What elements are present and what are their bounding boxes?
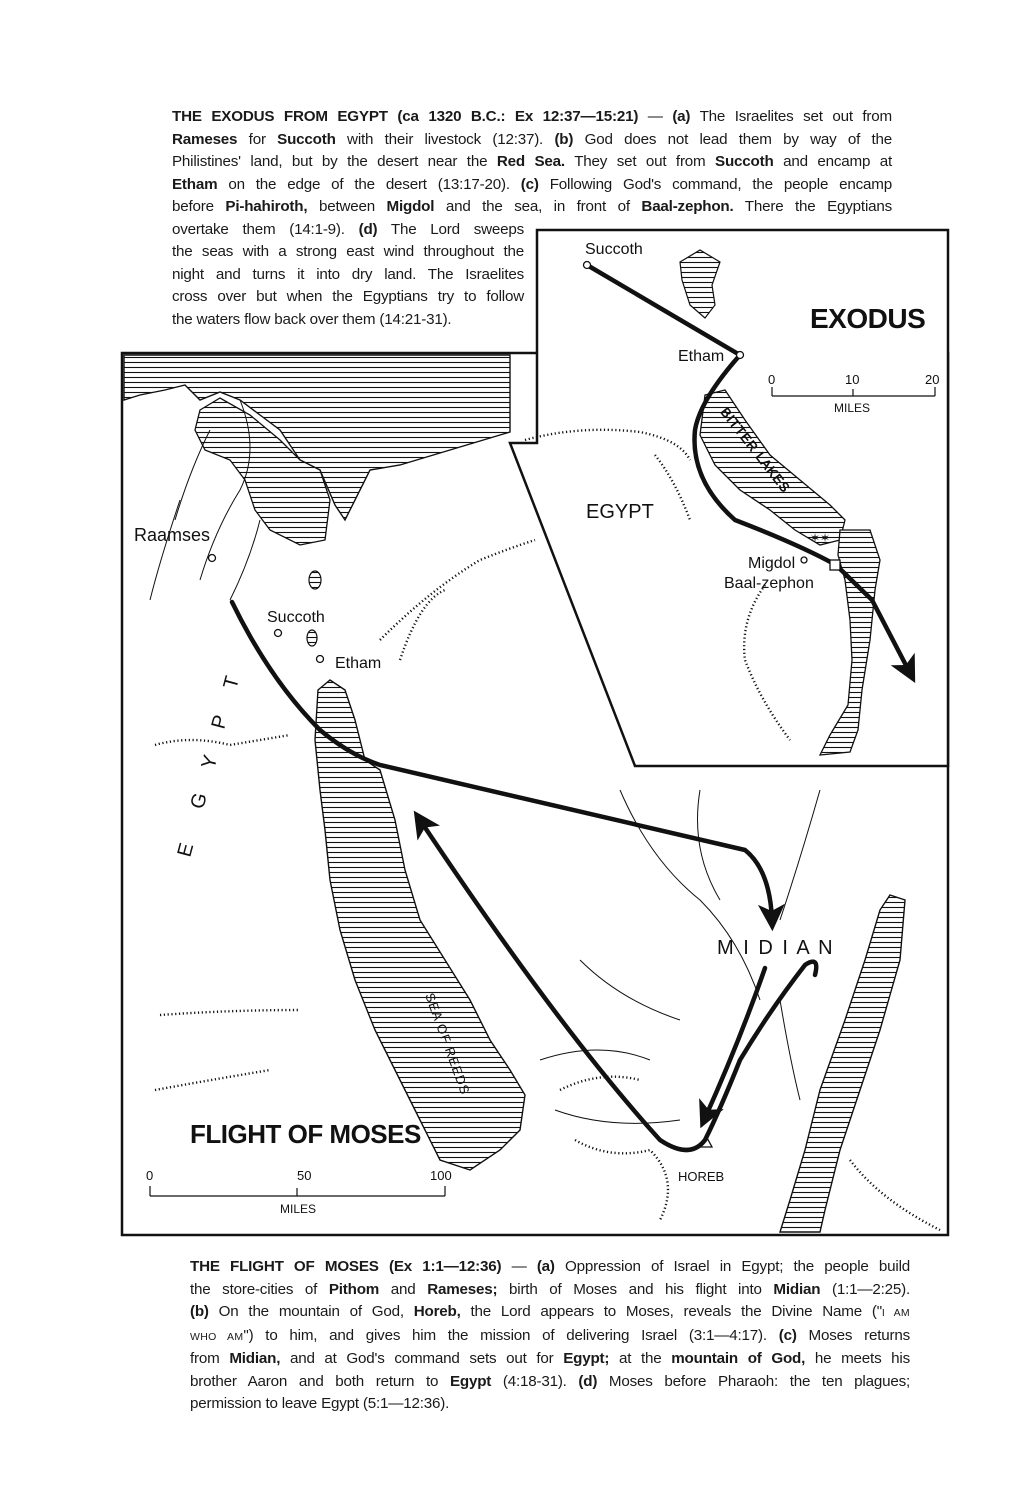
caption-bold-text: THE FLIGHT OF MOSES (Ex 1:1—12:36) (190, 1258, 502, 1275)
caption-text: the waters flow back over them (14:21-31). (172, 310, 452, 328)
caption-bold-text: (d) (358, 220, 378, 238)
caption-bold-text: Migdol (386, 198, 435, 215)
caption-text: (4:18-31). (491, 1372, 579, 1390)
caption-text: Following God's command, the people encamp (538, 175, 892, 193)
raamses-marker (209, 555, 216, 562)
caption-text: On the mountain of God, (208, 1303, 414, 1320)
horeb-label: HOREB (678, 1169, 725, 1184)
migdol-label: Migdol (748, 555, 796, 572)
caption-text: from (190, 1350, 230, 1367)
caption-text: I AM (881, 1307, 910, 1319)
migdol-marker (801, 557, 807, 563)
etham-marker (317, 656, 324, 663)
baal-zephon-marker (830, 560, 840, 570)
caption-bold-text: Rameses; (427, 1280, 498, 1298)
caption-bold-text: Succoth (277, 130, 336, 148)
caption-text: — (638, 108, 673, 125)
caption-text: the Lord appears to Moses, reveals the Divine Name (" (460, 1303, 882, 1320)
caption-bold-text: Horeb, (413, 1303, 461, 1320)
caption-text: before (172, 198, 226, 215)
caption-text: and encamp at (773, 153, 892, 170)
caption-bold-text: Etham (172, 175, 218, 193)
caption-text: and at God's command sets out for (280, 1350, 564, 1367)
egypt-letter: T (219, 673, 244, 692)
sea-of-reeds-label: SEA OF REEDS (422, 990, 474, 1097)
caption-bold-text: (c) (778, 1326, 797, 1344)
caption-text: Moses before Pharaoh: the ten plagues; (597, 1372, 910, 1390)
caption-text: at the (609, 1350, 672, 1367)
scale-tick: 0 (146, 1168, 154, 1183)
caption-text: the seas with a strong east wind throughout the (172, 243, 524, 260)
caption-bold-text: Pithom (328, 1280, 380, 1298)
exodus-title: EXODUS (810, 303, 926, 334)
succoth-label: Succoth (267, 609, 325, 626)
scale-tick: 10 (845, 372, 860, 387)
inset-succoth-marker (584, 262, 591, 269)
caption-text: for (237, 130, 278, 148)
egypt-letter: G (186, 790, 212, 812)
caption-text: with their livestock (12:37). (335, 130, 555, 148)
caption-text: and the sea, in front of (434, 198, 642, 215)
caption-text: There the Egyptians (733, 198, 893, 215)
bitter-lakes-label: BITTER LAKES (717, 404, 794, 496)
caption-bold-text: (b) (554, 130, 574, 148)
scale-tick: 0 (768, 372, 776, 387)
caption-text: overtake them (14:1-9). (172, 220, 359, 238)
caption-text: the store-cities of (190, 1280, 329, 1298)
caption-bold-text: Egypt; (563, 1350, 610, 1367)
caption-bold-text: Baal-zephon. (641, 198, 734, 215)
caption-text: he meets his (805, 1350, 910, 1367)
caption-text: They set out from (564, 153, 716, 170)
scale-tick: 50 (297, 1168, 312, 1183)
caption-bold-text: (a) (536, 1258, 555, 1275)
inset-egypt-label: EGYPT (586, 501, 654, 523)
caption-text: between (307, 198, 387, 215)
baal-zephon-label: Baal-zephon (724, 575, 814, 592)
caption-text: brother Aaron and both return to (190, 1372, 450, 1390)
etham-label: Etham (335, 655, 382, 672)
raamses-label: Raamses (134, 525, 211, 545)
caption-text: (1:1—2:25). (820, 1280, 910, 1298)
egypt-letter: Y (197, 752, 223, 772)
caption-bold-text: Midian (773, 1280, 821, 1298)
caption-text: Oppression of Israel in Egypt; the people build (554, 1258, 911, 1275)
caption-bold-text: (d) (578, 1372, 598, 1390)
caption-text: cross over but when the Egyptians try to follow (172, 288, 524, 305)
caption-text: — (501, 1258, 537, 1275)
region-midian: M I D I A N (717, 937, 835, 959)
caption-bold-text: mountain of God, (671, 1350, 806, 1367)
caption-bold-text: THE EXODUS FROM EGYPT (ca 1320 B.C.: Ex 12:37—15:21) (172, 108, 639, 125)
caption-bold-text: Midian, (229, 1350, 281, 1367)
caption-text: birth of Moses and his flight into (497, 1280, 774, 1298)
inset-succoth-label: Succoth (585, 241, 643, 258)
scale-unit: MILES (280, 1202, 317, 1216)
flight-of-moses-title: FLIGHT OF MOSES (190, 1119, 421, 1149)
egypt-letter: P (207, 712, 233, 732)
caption-text: permission to leave Egypt (5:1—12:36). (190, 1395, 450, 1412)
caption-bold-text: (b) (190, 1303, 209, 1320)
inset-etham-label: Etham (678, 348, 725, 365)
scale-tick: 20 (925, 372, 940, 387)
scale-unit: MILES (834, 401, 871, 415)
caption-bold-text: Pi-hahiroth, (225, 198, 308, 215)
caption-text: night and turns it into dry land. The Israelites (172, 265, 524, 283)
caption-bold-text: Red Sea. (496, 153, 565, 170)
crossing-marks: ✶✶ (810, 531, 831, 545)
caption-text: on the edge of the desert (13:17-20). (217, 175, 521, 193)
caption-bold-text: Succoth (715, 153, 774, 170)
caption-text: The Israelites set out from (690, 108, 892, 125)
caption-text: Moses returns (796, 1326, 910, 1344)
caption-text: Philistines' land, but by the desert near the (172, 153, 497, 170)
egypt-letter: E (173, 840, 199, 860)
succoth-marker (275, 630, 282, 637)
caption-text: WHO AM (190, 1330, 244, 1343)
caption-bold-text: Rameses (172, 130, 238, 148)
caption-bold-text: Egypt (449, 1372, 492, 1390)
caption-bold-text: (a) (672, 108, 691, 125)
caption-text: ") to him, and gives him the mission of delivering Israel (3:1—4:17). (243, 1326, 779, 1344)
inset-etham-marker (737, 352, 744, 359)
caption-bold-text: (c) (520, 175, 539, 193)
caption-text: and (379, 1280, 428, 1298)
scale-tick: 100 (430, 1168, 452, 1183)
caption-text: The Lord sweeps (377, 220, 524, 238)
caption-text: God does not lead them by way of the (573, 130, 892, 148)
